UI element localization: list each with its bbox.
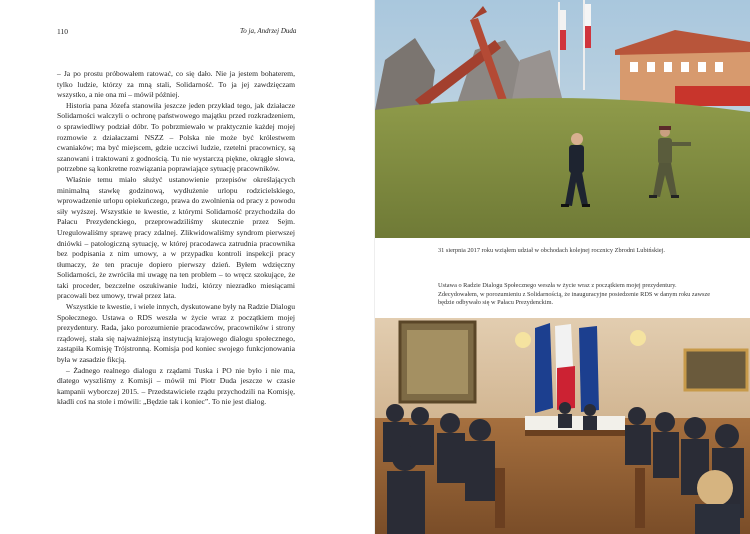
photo-council-meeting [375, 318, 750, 534]
caption-photo-2: Ustawa o Radzie Dialogu Społecznego weszła w życie wraz z początkiem mojej prezydentury. Zdecydowałem, w porozumieniu z Solidarnością, że inauguracyjne posiedzenie RDS w danym roku zawsze będzie odbywało się w Pałacu Prezydenckim. [438, 282, 711, 307]
caption-photo-1: 31 sierpnia 2017 roku wziąłem udział w obchodach kolejnej rocznicy Zbrodni Lubińskiej. [438, 247, 665, 254]
page-number: 110 [57, 27, 68, 36]
paragraph: Historia pana Józefa stanowiła jeszcze jeden przykład tego, jak działacze Solidarności walczyli o ochronę państwowego majątku przed rozkradzeniem, o sprawiedliwy podział dóbr. To pobrzmiewało w praktycznie każdej mojej rozmowie z działaczami NSZZ – Polska nie może być królestwem cwaniaków; ma być miejscem, gdzie uczciwi ludzie, rzetelni pracownicy, są szanowani i traktowani z godnością. Tu nie wystarczą piękne, okrągłe słowa, potrzebne są konkretne rozwiązania poprawiające sytuację pracowników. [57, 100, 295, 174]
photo-council-meeting-image [375, 318, 750, 534]
running-head: To ja, Andrzej Duda [240, 27, 297, 35]
photo-commemoration [375, 0, 750, 238]
paragraph: – Żadnego realnego dialogu z rządami Tuska i PO nie było i nie ma, dlatego wyszliśmy z Komisji – mówił mi Piotr Duda jeszcze w czasie kampanii wyborczej 2015. – Przedstawiciele rządu przychodzili na Komisję, kładli coś na stole i mówili: „Będzie tak i koniec”. To nie jest dialog. [57, 365, 295, 407]
paragraph: – Ja po prostu próbowałem ratować, co się dało. Nie ja jestem bohaterem, tylko ludzie, którzy za mną stali, Solidarność. To ja jej zawdzięczam wszystko, a nie ona mi – mówił później. [57, 69, 295, 100]
paragraph: Właśnie temu miało służyć ustanowienie przepisów określających minimalną stawkę godzinową, wydłużenie urlopu rodzicielskiego, wprowadzenie urlopu opiekuńczego, prawa do zwolnienia od pracy z powodu siły wyższej. Wszystkie te kwestie, z którymi Solidarność przychodziła do Pałacu Prezydenckiego, przeprowadziliśmy skutecznie przez Sejm. Uregulowaliśmy sprawę pracy zdalnej. Zlikwidowaliśmy syndrom pierwszej dniówki – patologiczną sytuację, w której pracodawca zatrudnia pracownika bez podpisania z nim umowy, a w przypadku kontroli inspekcji pracy tłumaczy, że ten pracuje dopiero pierwszy dzień. Byłem wdzięczny Solidarności, że zwróciła mi uwagę na ten problem – to wręcz szokujące, że taki proceder, bezczelne oszukiwanie ludzi, którzy niezradko miesiącami pracowali bez umowy, trwał przez lata. [57, 174, 295, 301]
right-page [375, 0, 750, 534]
photo-commemoration-image [375, 0, 750, 238]
paragraph: Wszystkie te kwestie, i wiele innych, dyskutowane były na Radzie Dialogu Społecznego. Ustawa o RDS weszła w życie wraz z początkiem mojej prezydentury. Rada, jako porozumienie pracodawców, pracowników i strony rządowej, stała się najważniejszą instytucją krajowego dialogu społecznego, zastąpiła Komisję Trójstronną. Komisja pod koniec swojego funkcjonowania była w zasadzie fikcją. [57, 302, 295, 365]
body-text [57, 69, 295, 408]
